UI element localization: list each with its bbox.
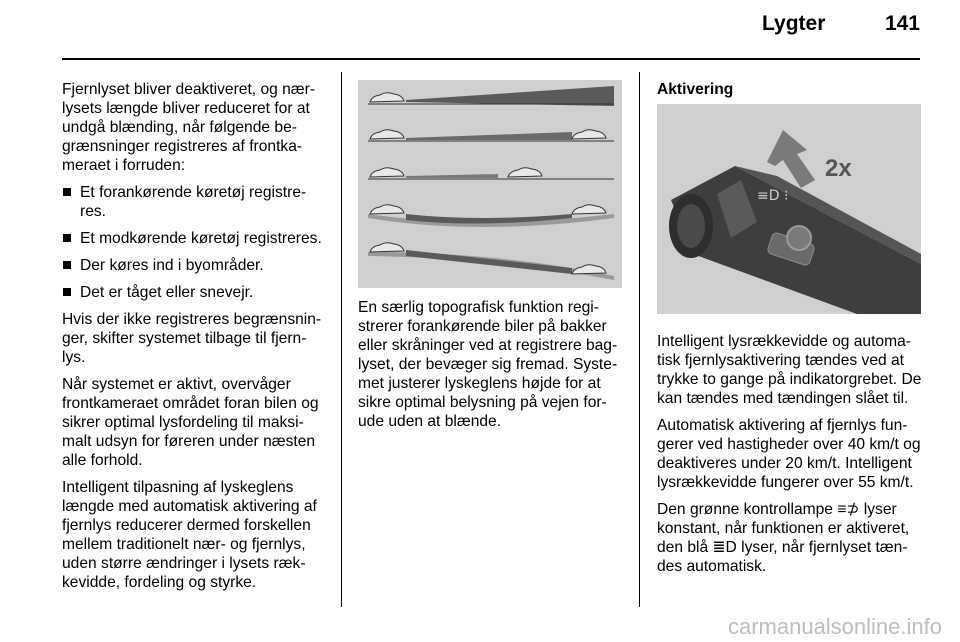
beam-row-car-ahead [368,130,614,141]
indicator-lever-illustration [657,104,921,314]
list-item [62,183,326,221]
list-item-text: Et forankørende køretøj registre-res. [80,184,307,220]
list-item [62,256,326,275]
left-column [62,80,326,600]
beam-illustration [358,80,622,288]
body-paragraph: Når systemet er aktivt, overvåger frontkameraet området foran bilen og sikrer optimal lysfordeling til maksi-malt udsyn for føreren under næsten alle forhold. [62,376,319,469]
list-item-text: Det er tåget eller snevejr. [80,284,254,301]
body-paragraph: Intelligent tilpasning af lyskeglens længde med automatisk aktivering af fjernlys reducerer dermed forskellen mellem traditionelt nær- og fjernlys, uden større ændringer i lysets ræk-kevidde, fordeling og styrke. [62,479,317,591]
list-item [62,229,326,248]
bullet-icon [63,288,71,296]
beam-row-downhill [368,205,614,227]
bullet-icon [63,261,71,269]
figure-caption: En særlig topografisk funktion regi-strerer forankørende biler på bakker eller skråninger ved at registrere bag-lyset, der bevæger sig fremad. Syste-met justerer lyskeglens højde for at sikre optimal belysning på vejen for-ude uden at blænde. [358,299,618,430]
watermark: carmanualsonline.info [727,614,942,639]
press-count-label: 2x [825,155,852,182]
beam-diagram [358,80,622,288]
page-number: 141 [884,12,920,35]
right-column-heading-wrap [657,80,921,107]
header-title: Lygter [762,12,826,35]
body-paragraph: Den grønne kontrollampe ≡⊅ lyser konstant, når funktionen er aktiveret, den blå ≣D lyser, når fjernlyset tæn-des automatisk. [657,501,910,575]
list-item [62,283,326,302]
column-divider-right [639,72,640,607]
body-paragraph: Intelligent lysrækkevidde og automa-tisk fjernlysaktivering tændes ved at trykke to gange på indikatorgrebet. De kan tændes med tændingen slået til. [657,333,922,407]
section-heading: Aktivering [657,81,734,98]
list-item-text: Et modkørende køretøj registreres. [80,230,322,247]
column-divider-left [341,72,342,607]
body-paragraph: Automatisk aktivering af fjernlys fun-gerer ved hastigheder over 40 km/t og deaktiveres under 20 km/t. Intelligent lysrækkevidde fungerer over 55 km/t. [657,417,921,491]
beam-row-car-mid [368,168,614,179]
bullet-icon [63,234,71,242]
body-paragraph: Hvis der ikke registreres begrænsnin-ger, skifter systemet tilbage til fjern-lys. [62,311,322,366]
lamp-symbol-icon: ≡D ⁝ [757,188,789,204]
middle-column [358,298,624,439]
lever-diagram [657,104,921,314]
list-item-text: Der køres ind i byområder. [80,257,264,274]
beam-row-high [368,86,614,106]
beam-row-uphill [368,243,614,280]
bullet-icon [63,188,71,196]
condition-list [62,183,326,302]
header-rule [62,58,920,60]
intro-paragraph: Fjernlyset bliver deaktiveret, og nær-lysets længde bliver reduceret for at undgå blænding, når følgende be-grænsninger registreres af frontka-meraet i forruden: [62,81,316,174]
right-column [657,332,925,584]
